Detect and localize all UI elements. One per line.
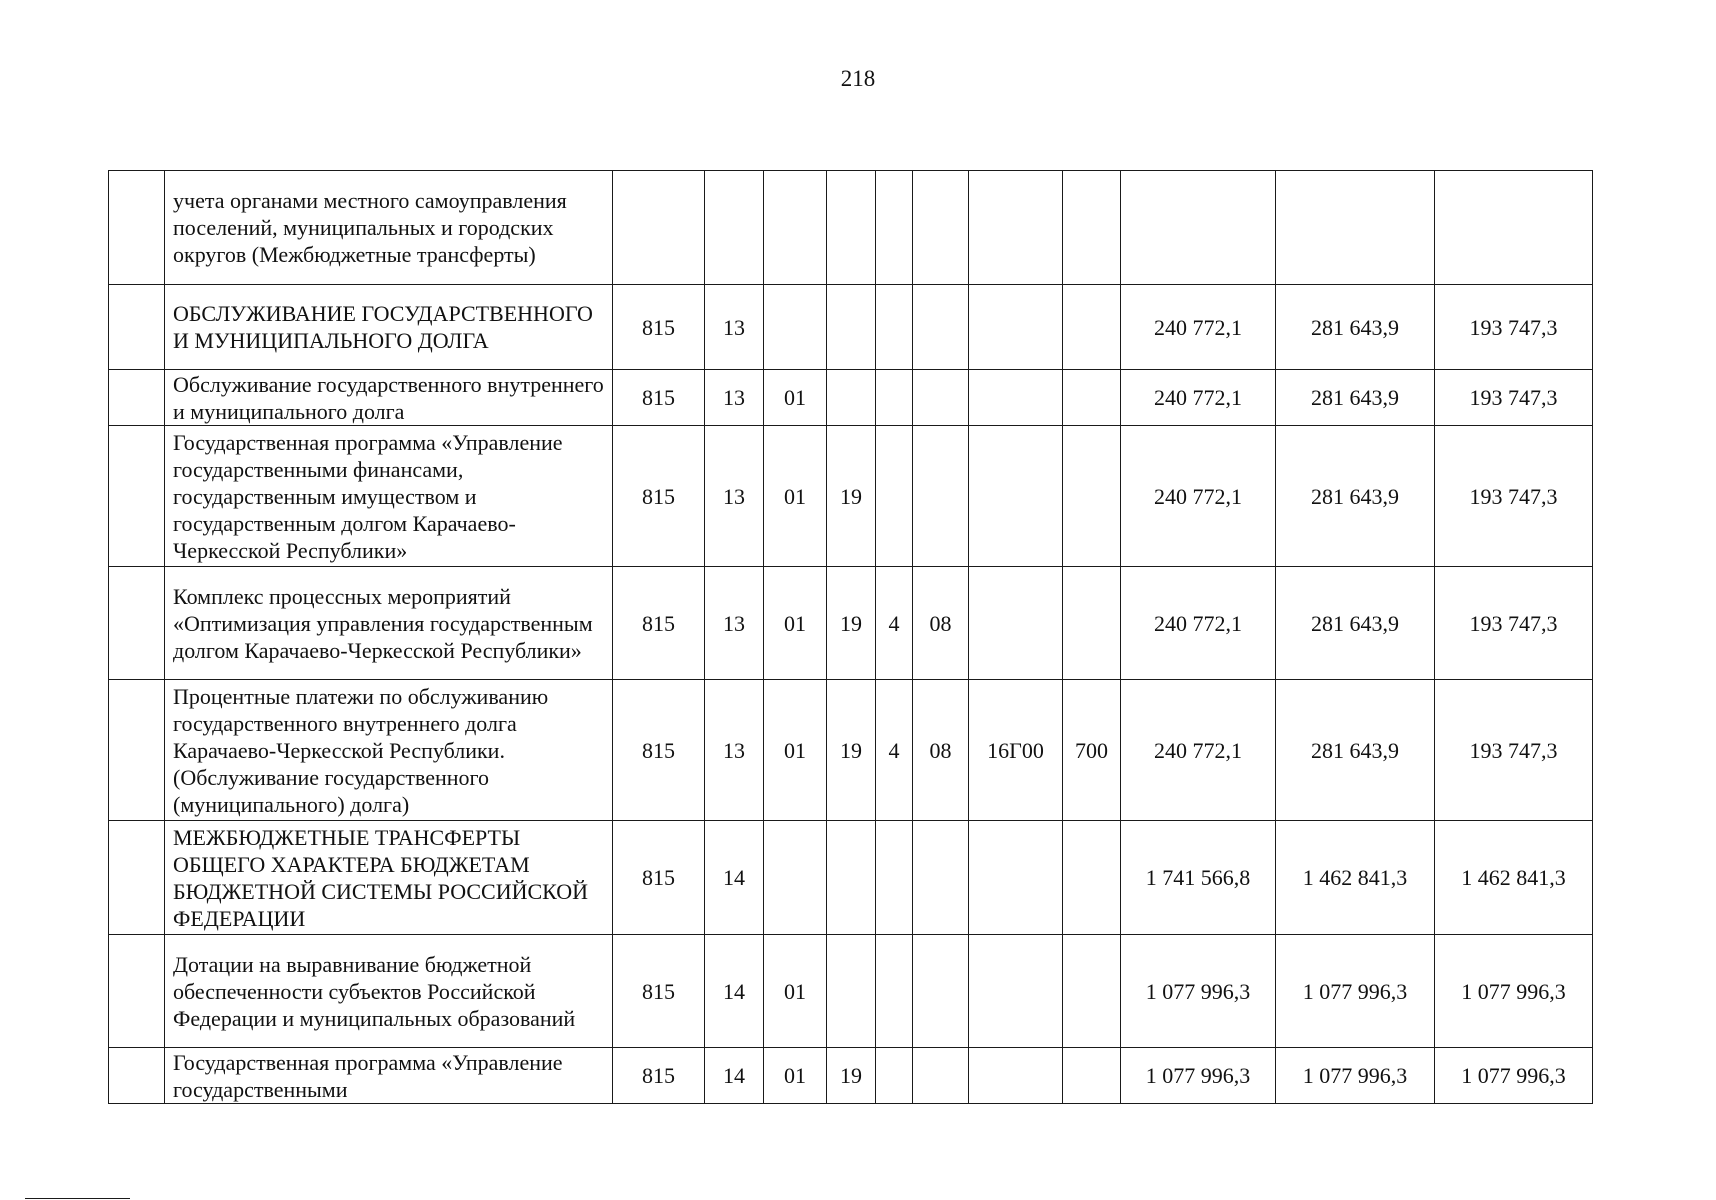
row-number-cell xyxy=(109,1048,165,1104)
code-cell: 700 xyxy=(1063,680,1121,821)
row-description: Дотации на выравнивание бюджетной обеспеченности субъектов Российской Федерации и муниципальных образований xyxy=(165,935,613,1048)
code-cell xyxy=(1063,935,1121,1048)
code-cell: 815 xyxy=(613,567,705,680)
table-row xyxy=(109,1048,1593,1104)
table-row xyxy=(109,285,1593,370)
table-row xyxy=(109,680,1593,821)
code-cell: 13 xyxy=(705,370,764,426)
budget-table xyxy=(108,170,1593,1104)
code-cell xyxy=(876,426,913,567)
amount-cell: 1 077 996,3 xyxy=(1121,935,1276,1048)
amount-cell: 1 077 996,3 xyxy=(1121,1048,1276,1104)
amount-cell: 193 747,3 xyxy=(1435,285,1593,370)
code-cell xyxy=(969,426,1063,567)
code-cell: 08 xyxy=(913,680,969,821)
amount-cell: 1 741 566,8 xyxy=(1121,821,1276,935)
row-description: Обслуживание государственного внутреннего и муниципального долга xyxy=(165,370,613,426)
amount-cell: 1 077 996,3 xyxy=(1276,1048,1435,1104)
page-number: 218 xyxy=(840,66,876,91)
code-cell: 16Г00 xyxy=(969,680,1063,821)
code-cell xyxy=(969,567,1063,680)
amount-cell: 193 747,3 xyxy=(1435,426,1593,567)
code-cell xyxy=(1063,426,1121,567)
code-cell xyxy=(827,935,876,1048)
amount-cell: 240 772,1 xyxy=(1121,567,1276,680)
code-cell xyxy=(876,935,913,1048)
code-cell xyxy=(1063,1048,1121,1104)
row-number-cell xyxy=(109,680,165,821)
code-cell xyxy=(827,370,876,426)
code-cell: 4 xyxy=(876,567,913,680)
code-cell: 13 xyxy=(705,680,764,821)
code-cell: 19 xyxy=(827,680,876,821)
table-row xyxy=(109,935,1593,1048)
code-cell xyxy=(913,935,969,1048)
code-cell: 14 xyxy=(705,821,764,935)
amount-cell xyxy=(1435,171,1593,285)
amount-cell: 193 747,3 xyxy=(1435,370,1593,426)
amount-cell xyxy=(1276,171,1435,285)
code-cell xyxy=(913,821,969,935)
row-description: ОБСЛУЖИВАНИЕ ГОСУДАРСТВЕННОГО И МУНИЦИПАЛЬНОГО ДОЛГА xyxy=(165,285,613,370)
code-cell xyxy=(969,370,1063,426)
code-cell xyxy=(913,171,969,285)
code-cell: 815 xyxy=(613,370,705,426)
code-cell: 815 xyxy=(613,935,705,1048)
row-number-cell xyxy=(109,370,165,426)
code-cell xyxy=(969,285,1063,370)
code-cell: 08 xyxy=(913,567,969,680)
amount-cell: 240 772,1 xyxy=(1121,285,1276,370)
code-cell xyxy=(876,171,913,285)
code-cell xyxy=(1063,285,1121,370)
code-cell xyxy=(876,370,913,426)
code-cell xyxy=(913,370,969,426)
code-cell xyxy=(705,171,764,285)
amount-cell: 240 772,1 xyxy=(1121,680,1276,821)
table-row xyxy=(109,171,1593,285)
table-row xyxy=(109,821,1593,935)
amount-cell xyxy=(1121,171,1276,285)
amount-cell: 240 772,1 xyxy=(1121,426,1276,567)
code-cell xyxy=(913,1048,969,1104)
amount-cell: 240 772,1 xyxy=(1121,370,1276,426)
code-cell: 14 xyxy=(705,1048,764,1104)
code-cell: 815 xyxy=(613,821,705,935)
code-cell xyxy=(613,171,705,285)
code-cell: 01 xyxy=(764,680,827,821)
row-description: Государственная программа «Управление государственными xyxy=(165,1048,613,1104)
code-cell xyxy=(764,171,827,285)
row-number-cell xyxy=(109,426,165,567)
row-description: Государственная программа «Управление государственными финансами, государственным имуществом и государственным долгом Карачаево-Черкесской Республики» xyxy=(165,426,613,567)
amount-cell: 1 077 996,3 xyxy=(1435,935,1593,1048)
amount-cell: 193 747,3 xyxy=(1435,567,1593,680)
amount-cell: 281 643,9 xyxy=(1276,285,1435,370)
code-cell xyxy=(827,821,876,935)
code-cell xyxy=(764,285,827,370)
code-cell xyxy=(969,821,1063,935)
code-cell: 13 xyxy=(705,567,764,680)
code-cell xyxy=(827,171,876,285)
row-description: учета органами местного самоуправления поселений, муниципальных и городских округов (Межбюджетные трансферты) xyxy=(165,171,613,285)
amount-cell: 1 077 996,3 xyxy=(1276,935,1435,1048)
code-cell: 4 xyxy=(876,680,913,821)
table-row xyxy=(109,370,1593,426)
code-cell: 01 xyxy=(764,1048,827,1104)
row-number-cell xyxy=(109,821,165,935)
amount-cell: 193 747,3 xyxy=(1435,680,1593,821)
code-cell xyxy=(1063,821,1121,935)
code-cell: 815 xyxy=(613,680,705,821)
code-cell: 13 xyxy=(705,285,764,370)
row-number-cell xyxy=(109,567,165,680)
amount-cell: 281 643,9 xyxy=(1276,567,1435,680)
row-number-cell xyxy=(109,285,165,370)
amount-cell: 1 462 841,3 xyxy=(1435,821,1593,935)
table-row xyxy=(109,567,1593,680)
code-cell: 815 xyxy=(613,285,705,370)
amount-cell: 1 462 841,3 xyxy=(1276,821,1435,935)
footnote-rule xyxy=(25,1198,130,1199)
amount-cell: 281 643,9 xyxy=(1276,370,1435,426)
code-cell xyxy=(764,821,827,935)
table-row xyxy=(109,426,1593,567)
row-description: Комплекс процессных мероприятий «Оптимизация управления государственным долгом Карачаево-Черкесской Республики» xyxy=(165,567,613,680)
code-cell xyxy=(913,285,969,370)
code-cell xyxy=(827,285,876,370)
code-cell xyxy=(969,171,1063,285)
code-cell xyxy=(876,285,913,370)
code-cell: 01 xyxy=(764,567,827,680)
code-cell xyxy=(876,821,913,935)
code-cell: 19 xyxy=(827,567,876,680)
code-cell xyxy=(913,426,969,567)
code-cell xyxy=(1063,171,1121,285)
code-cell: 14 xyxy=(705,935,764,1048)
amount-cell: 281 643,9 xyxy=(1276,680,1435,821)
row-description: Процентные платежи по обслуживанию государственного внутреннего долга Карачаево-Черкесской Республики. (Обслуживание государственного (муниципального) долга) xyxy=(165,680,613,821)
code-cell: 19 xyxy=(827,1048,876,1104)
code-cell: 01 xyxy=(764,935,827,1048)
row-number-cell xyxy=(109,935,165,1048)
code-cell: 815 xyxy=(613,426,705,567)
row-number-cell xyxy=(109,171,165,285)
code-cell xyxy=(876,1048,913,1104)
amount-cell: 1 077 996,3 xyxy=(1435,1048,1593,1104)
code-cell: 01 xyxy=(764,426,827,567)
code-cell xyxy=(1063,567,1121,680)
code-cell xyxy=(969,1048,1063,1104)
code-cell: 815 xyxy=(613,1048,705,1104)
code-cell: 19 xyxy=(827,426,876,567)
code-cell: 01 xyxy=(764,370,827,426)
row-description: МЕЖБЮДЖЕТНЫЕ ТРАНСФЕРТЫ ОБЩЕГО ХАРАКТЕРА БЮДЖЕТАМ БЮДЖЕТНОЙ СИСТЕМЫ РОССИЙСКОЙ ФЕДЕРАЦИИ xyxy=(165,821,613,935)
code-cell xyxy=(969,935,1063,1048)
code-cell: 13 xyxy=(705,426,764,567)
code-cell xyxy=(1063,370,1121,426)
amount-cell: 281 643,9 xyxy=(1276,426,1435,567)
